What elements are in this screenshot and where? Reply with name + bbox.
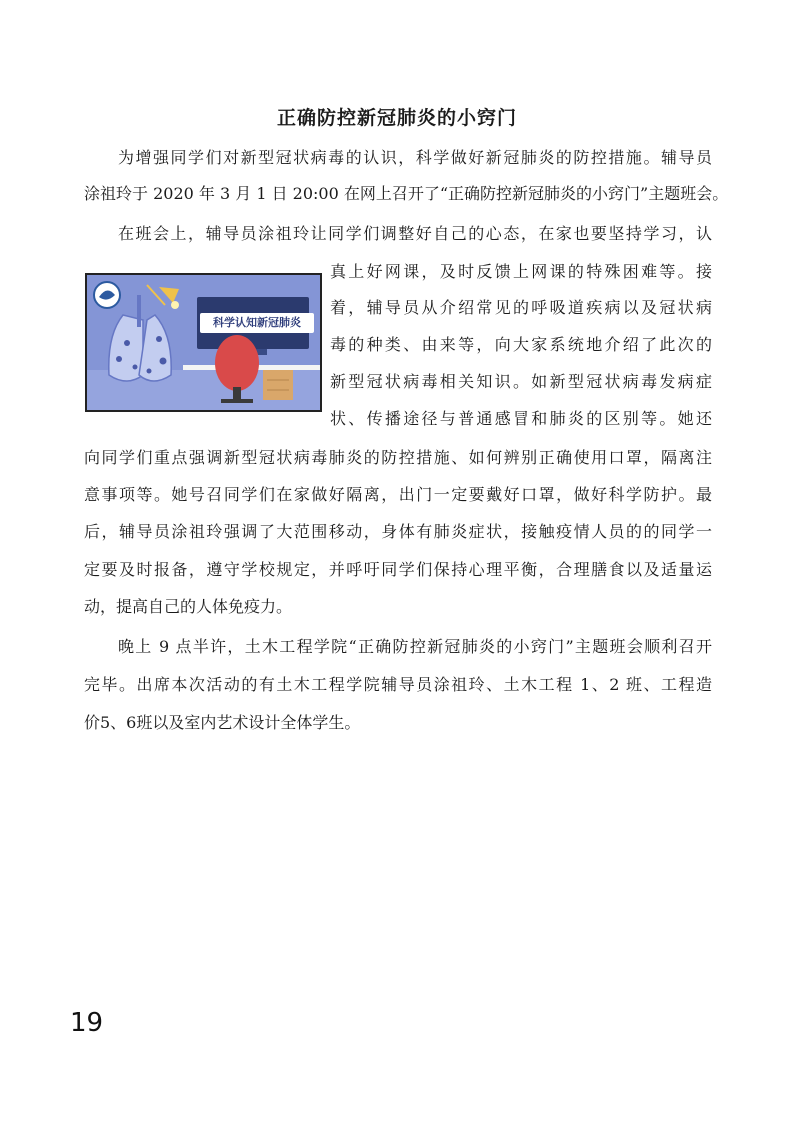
paragraph-3-line-2: 完毕。出席本次活动的有土木工程学院辅导员涂祖玲、土木工程 1、2 班、工程造	[84, 675, 712, 694]
paragraph-2-line-11: 动，提高自己的人体免疫力。	[84, 597, 293, 616]
illustration-image	[85, 273, 322, 412]
paragraph-2-line-6: 状、传播途径与普通感冒和肺炎的区别等。她还	[330, 409, 712, 428]
paragraph-2-line-1: 在班会上，辅导员涂祖玲让同学们调整好自己的心态，在家也要坚持学习，认	[118, 224, 712, 243]
page-number: 19	[70, 1008, 104, 1038]
paragraph-3-line-1: 晚上 9 点半许，土木工程学院“正确防控新冠肺炎的小窍门”主题班会顺利召开	[118, 637, 712, 656]
paragraph-3-line-3: 价5、6班以及室内艺术设计全体学生。	[84, 713, 361, 732]
paragraph-2-line-9: 后，辅导员涂祖玲强调了大范围移动，身体有肺炎症状，接触疫情人员的的同学一	[84, 522, 712, 541]
paragraph-2-line-10: 定要及时报备，遵守学校规定，并呼吁同学们保持心理平衡，合理膳食以及适量运	[84, 560, 712, 579]
paragraph-2-line-2: 真上好网课，及时反馈上网课的特殊困难等。接	[330, 262, 712, 281]
paragraph-2-line-4: 毒的种类、由来等，向大家系统地介绍了此次的	[330, 335, 712, 354]
paragraph-2-line-8: 意事项等。她号召同学们在家做好隔离，出门一定要戴好口罩，做好科学防护。最	[84, 485, 712, 504]
paragraph-2-line-7: 向同学们重点强调新型冠状病毒肺炎的防控措施、如何辨别正确使用口罩，隔离注	[84, 448, 712, 467]
desk-drawer	[263, 370, 293, 400]
paragraph-2-line-3: 着，辅导员从介绍常见的呼吸道疾病以及冠状病	[330, 298, 712, 317]
paragraph-2-line-5: 新型冠状病毒相关知识。如新型冠状病毒发病症	[330, 372, 712, 391]
figure-caption: 科学认知新冠肺炎	[200, 313, 314, 333]
document-title: 正确防控新冠肺炎的小窍门	[276, 107, 517, 129]
school-logo-icon	[94, 282, 120, 308]
paragraph-1-line-2: 涂祖玲于 2020 年 3 月 1 日 20:00 在网上召开了“正确防控新冠肺炎的小窍门”主题班会。	[84, 184, 729, 203]
paragraph-1-line-1: 为增强同学们对新型冠状病毒的认识，科学做好新冠肺炎的防控措施。辅导员	[118, 148, 712, 167]
